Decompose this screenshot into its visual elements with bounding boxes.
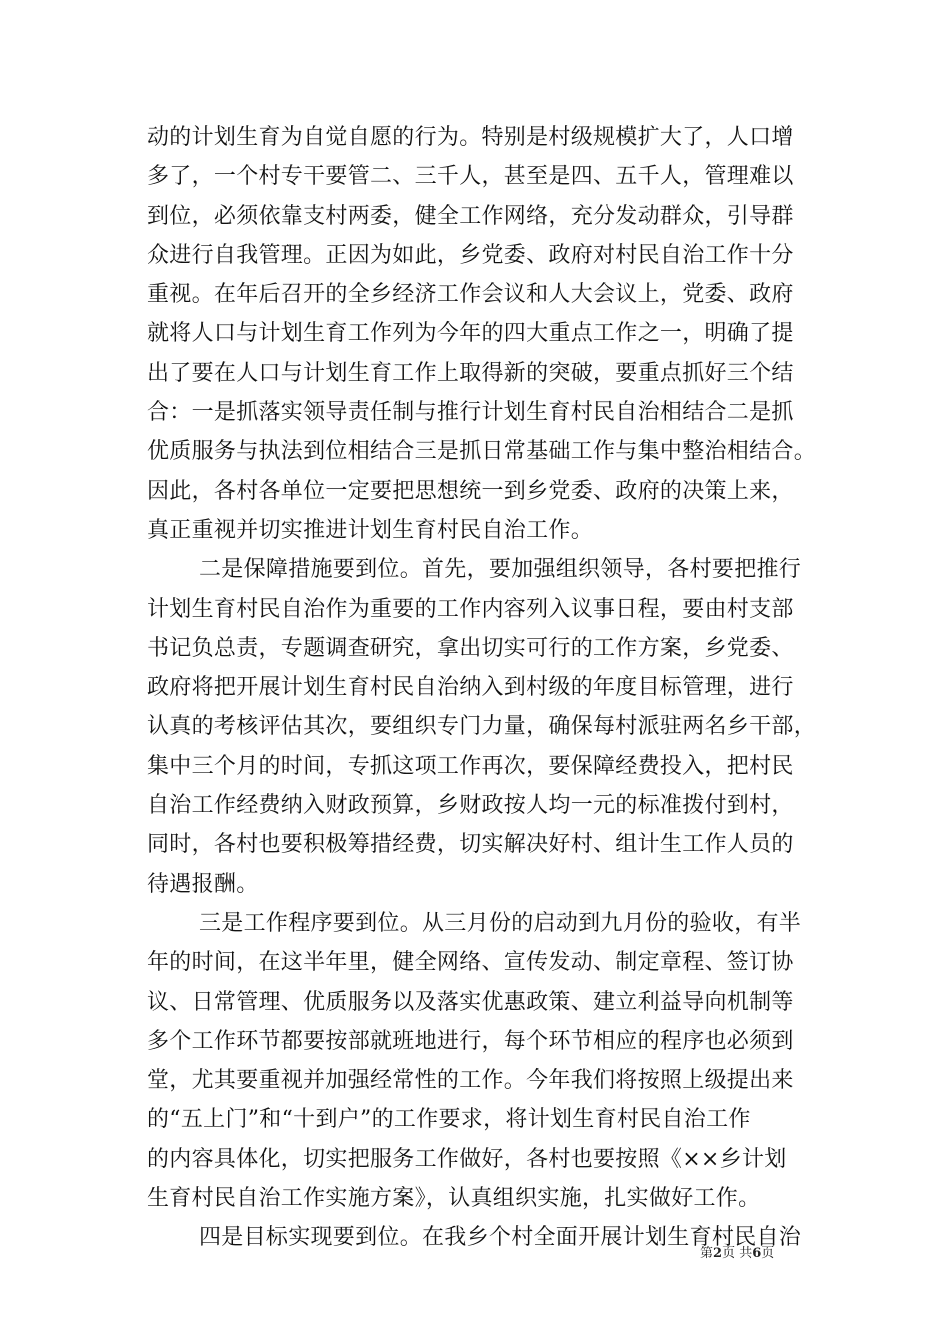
paragraph-first-line: 三是工作程序要到位。从三月份的启动到九月份的验收，有半: [199, 910, 802, 936]
text-line: 生育村民自治工作实施方案》，认真组织实施，扎实做好工作。: [147, 1186, 761, 1212]
text-line: 众进行自我管理。正因为如此，乡党委、政府对村民自治工作十分: [147, 242, 794, 268]
text-line: 真正重视并切实推进计划生育村民自治工作。: [147, 517, 594, 543]
text-line: 动的计划生育为自觉自愿的行为。特别是村级规模扩大了，人口增: [147, 125, 794, 150]
text-line: 年的时间，在这半年里，健全网络、宣传发动、制定章程、签订协: [147, 950, 794, 976]
text-line: 重视。在年后召开的全乡经济工作会议和人大会议上，党委、政府: [147, 282, 794, 308]
text-line: 计划生育村民自治作为重要的工作内容列入议事日程，要由村支部: [147, 596, 794, 622]
current-page-number: 2: [713, 1246, 723, 1261]
footer-prefix: 第: [700, 1246, 714, 1261]
body-text: [147, 118, 822, 1258]
text-line: 就将人口与计划生育工作列为今年的四大重点工作之一，明确了提: [147, 321, 794, 347]
text-line: 堂，尤其要重视并加强经常性的工作。今年我们将按照上级提出来: [147, 1068, 794, 1094]
text-line: 议、日常管理、优质服务以及落实优惠政策、建立利益导向机制等: [147, 989, 794, 1015]
paragraph-first-line: 四是目标实现要到位。在我乡个村全面开展计划生育村民自治: [199, 1225, 802, 1251]
paragraph-first-line: 二是保障措施要到位。首先，要加强组织领导，各村要把推行: [199, 557, 802, 583]
total-pages-number: 6: [752, 1246, 762, 1261]
text-line: 因此，各村各单位一定要把思想统一到乡党委、政府的决策上来，: [147, 478, 794, 504]
text-line: 认真的考核评估其次，要组织专门力量，确保每村派驻两名乡干部，: [147, 714, 817, 740]
text-line: 待遇报酬。: [147, 871, 259, 897]
text-line: 集中三个月的时间，专抓这项工作再次，要保障经费投入，把村民: [147, 753, 794, 779]
text-line: 的内容具体化，切实把服务工作做好，各村也要按照《××乡计划: [147, 1146, 787, 1172]
page-footer: [700, 1245, 810, 1263]
text-line: 书记负总责，专题调查研究，拿出切实可行的工作方案，乡党委、: [147, 635, 794, 661]
text-line: 多个工作环节都要按部就班地进行，每个环节相应的程序也必须到: [147, 1028, 794, 1054]
text-line: 出了要在人口与计划生育工作上取得新的突破，要重点抓好三个结: [147, 360, 794, 386]
text-line: 多了，一个村专干要管二、三千人，甚至是四、五千人，管理难以: [147, 164, 794, 190]
text-line: 到位，必须依靠支村两委，健全工作网络，充分发动群众，引导群: [147, 203, 794, 229]
text-line: 合：一是抓落实领导责任制与推行计划生育村民自治相结合二是抓: [147, 400, 794, 426]
text-line: 政府将把开展计划生育村民自治纳入到村级的年度目标管理，进行: [147, 675, 794, 701]
text-line: 同时，各村也要积极筹措经费，切实解决好村、组计生工作人员的: [147, 832, 794, 858]
text-line: 的“五上门”和“十到户”的工作要求，将计划生育村民自治工作: [147, 1107, 751, 1133]
footer-suffix: 页: [761, 1246, 775, 1261]
text-line: 自治工作经费纳入财政预算，乡财政按人均一元的标准拨付到村，: [147, 793, 794, 819]
text-line: 优质服务与执法到位相结合三是抓日常基础工作与集中整治相结合。: [147, 439, 817, 465]
footer-middle: 页 共: [722, 1246, 753, 1261]
